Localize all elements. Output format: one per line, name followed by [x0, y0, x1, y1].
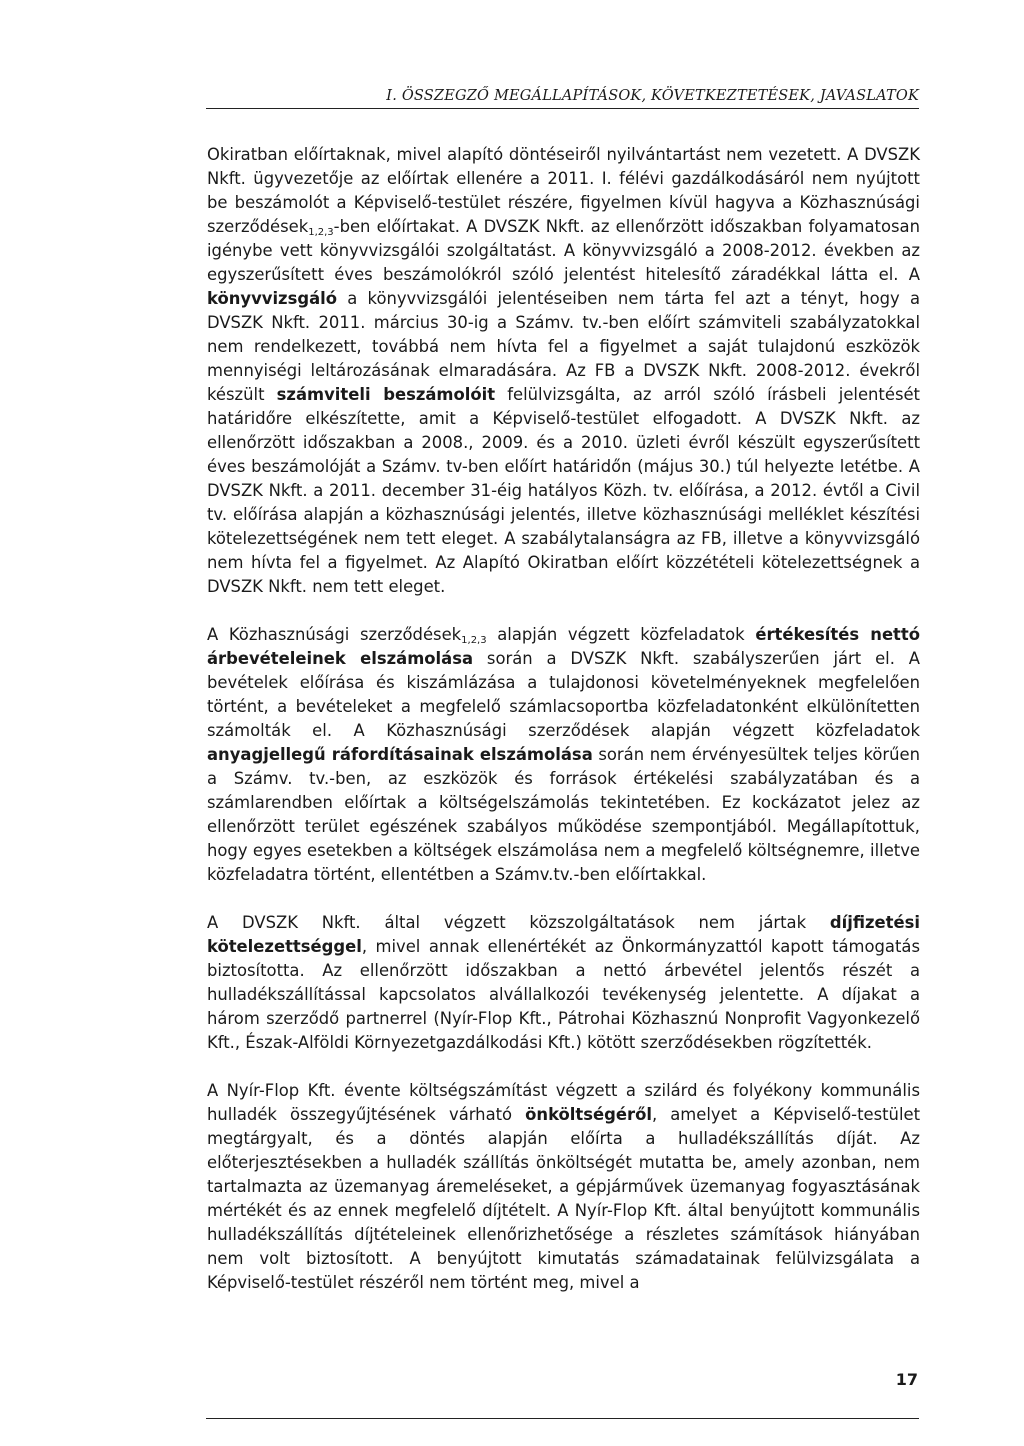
text: , amelyet a Képviselő-testület megtárgyalt, és a döntés alapján előírta a hulladékszállítás díját. Az előterjesztésekben a hulladék szállítás önköltségét mutatta be, amely azonban, nem tartalmazta az üzemanyag áremeléseket, a gépjárművek üzemanyag fogyasztásának mértékét és az ennek megfelelő díjtételt. A Nyír-Flop Kft. által benyújtott kommunális hulladékszállítás díjtételeinek ellenőrizhetősége a részletes számítások hiányában nem volt biztosított. A benyújtott kimutatás számadatainak felülvizsgálata a Képviselő-testület részéről nem történt meg, mivel a — [207, 1105, 921, 1292]
footer-rule — [206, 1418, 919, 1419]
text: során a DVSZK Nkft. szabályszerűen járt el. A bevételek előírása és kiszámlázása a tulajdonosi követelményeknek megfelelően történt, a bevételeket a megfelelő számlacsoportba közfeladatonként elkülönítetten számolták el. A Közhasznúsági szerződések alapján végzett közfeladatok — [207, 649, 920, 740]
bold-term: díjfizetési kötelezettséggel — [207, 913, 920, 956]
bold-term: önköltségéről — [525, 1105, 652, 1124]
paragraph-3 — [207, 911, 920, 1055]
text: A Közhasznúsági szerződések — [207, 625, 462, 644]
text: alapján végzett közfeladatok — [486, 625, 756, 644]
text: A DVSZK Nkft. által végzett közszolgáltatások nem jártak — [207, 913, 830, 932]
bold-term: értékesítés nettó árbevételeinek elszámolása — [207, 625, 920, 668]
subscript: 1,2,3 — [461, 635, 487, 646]
page-body — [207, 143, 920, 1319]
text: A Nyír-Flop Kft. évente költségszámítást végzett a szilárd és folyékony kommunális hulladék összegyűjtésének várható — [207, 1081, 920, 1124]
text: Okiratban előírtaknak, mivel alapító döntéseiről nyilvántartást nem vezetett. A DVSZK Nkft. ügyvezetője az előírtak ellenére a 2011. I. félévi gazdálkodásáról nem nyújtott be beszámolót a Képviselő-testület részére, figyelmen kívül hagyva a Közhasznúsági szerződések — [207, 145, 920, 236]
text: a könyvvizsgálói jelentéseiben nem tárta fel azt a tényt, hogy a DVSZK Nkft. 2011. március 30-ig a Számv. tv.-ben előírt számviteli szabályzatokkal nem rendelkezett, továbbá nem hívta fel a figyelmet a saját tulajdonú eszközök mennyiségi leltározásának elmaradására. Az FB a DVSZK Nkft. 2008-2012. évekről készült — [207, 289, 920, 404]
running-header: I. ÖSSZEGZŐ MEGÁLLAPÍTÁSOK, KÖVETKEZTETÉSEK, JAVASLATOK — [206, 88, 919, 109]
paragraph-4 — [207, 1079, 920, 1295]
text: felülvizsgálta, az arról szóló írásbeli jelentését határidőre elkészítette, amit a Képviselő-testület elfogadott. A DVSZK Nkft. az ellenőrzött időszakban a 2008., 2009. és a 2010. üzleti évről készült egyszerűsített éves beszámolóját a Számv. tv-ben előírt határidőn (május 30.) túl helyezte letétbe. A DVSZK Nkft. a 2011. december 31-éig hatályos Közh. tv. előírása, a 2012. évtől a Civil tv. előírása alapján a közhasznúsági jelentés, illetve közhasznúsági melléklet készítési kötelezettségének nem tett eleget. A szabálytalanságra az FB, illetve a könyvvizsgáló nem hívta fel a figyelmet. Az Alapító Okiratban előírt közzétételi kötelezettségnek a DVSZK Nkft. nem tett eleget. — [207, 385, 920, 596]
bold-term: könyvvizsgáló — [207, 289, 338, 308]
bold-term: anyagjellegű ráfordításainak elszámolása — [207, 745, 593, 764]
page-number: 17 — [895, 1370, 918, 1389]
text: , mivel annak ellenértékét az Önkormányzattól kapott támogatás biztosította. Az ellenőrzött időszakban a nettó árbevétel jelentős részét a hulladékszállítással kapcsolatos alvállalkozói tevékenység jelentette. A díjakat a három szerződő partnerrel (Nyír-Flop Kft., Pátrohai Közhasznú Nonprofit Vagyonkezelő Kft., Észak-Alföldi Környezetgazdálkodási Kft.) kötött szerződésekben rögzítették. — [207, 937, 920, 1052]
paragraph-1 — [207, 143, 920, 599]
bold-term: számviteli beszámolóit — [276, 385, 496, 404]
subscript: 1,2,3 — [308, 227, 334, 238]
text: során nem érvényesültek teljes körűen a Számv. tv.-ben, az eszközök és források értékelési szabályzatában és a számlarendben előírtak a költségelszámolás tekintetében. Ez kockázatot jelez az ellenőrzött terület egészének szabályos működése szempontjából. Megállapítottuk, hogy egyes esetekben a költségek elszámolása nem a megfelelő költségnemre, illetve közfeladatra történt, ellentétben a Számv.tv.-ben előírtakkal. — [207, 745, 920, 884]
text: -ben előírtakat. A DVSZK Nkft. az ellenőrzött időszakban folyamatosan igénybe vett könyvvizsgálói szolgáltatást. A könyvvizsgáló a 2008-2012. években az egyszerűsített éves beszámolókról szóló jelentést hitelesítő záradékkal látta el. A — [207, 217, 920, 284]
paragraph-2 — [207, 623, 920, 887]
